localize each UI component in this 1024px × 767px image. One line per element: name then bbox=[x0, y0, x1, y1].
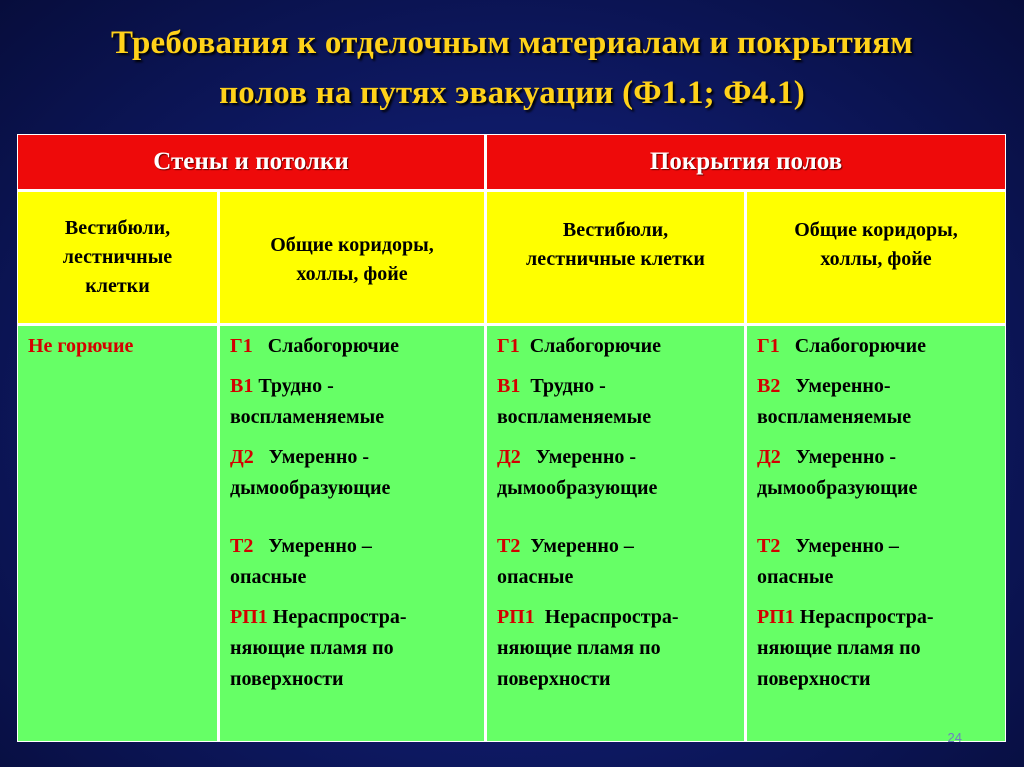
slide-title bbox=[0, 18, 1024, 118]
body-floors-vestibules bbox=[487, 326, 744, 741]
code-t: Т2 bbox=[757, 535, 781, 557]
subheader-line: Общие коридоры, bbox=[794, 219, 958, 241]
code-d: Д2 bbox=[497, 446, 521, 468]
code-g: Г1 bbox=[757, 335, 780, 357]
class-text: Трудно - bbox=[530, 375, 606, 397]
class-text: Слабогорючие bbox=[529, 335, 662, 357]
class-text: Умеренно - bbox=[795, 446, 897, 468]
class-text: поверхности bbox=[497, 668, 611, 690]
class-text: Нераспростра- bbox=[272, 606, 407, 628]
class-text: Нераспростра- bbox=[544, 606, 679, 628]
header-walls: Стены и потолки bbox=[18, 135, 484, 189]
subheader-floors-vestibules bbox=[487, 192, 744, 323]
class-text: Умеренно – bbox=[268, 535, 372, 557]
subheader-walls-vestibules bbox=[18, 192, 217, 323]
subheader-line: холлы, фойе bbox=[820, 248, 932, 270]
class-text: Умеренно – bbox=[530, 535, 634, 557]
subheader-floors-corridors bbox=[747, 192, 1005, 323]
class-text: Умеренно - bbox=[268, 446, 370, 468]
code-d: Д2 bbox=[757, 446, 781, 468]
class-text: дымообразующие bbox=[757, 477, 918, 499]
body-walls-vestibules bbox=[18, 326, 217, 741]
class-text: няющие пламя по bbox=[757, 637, 921, 659]
slide-title-line2: полов на путях эвакуации (Ф1.1; Ф4.1) bbox=[219, 75, 805, 111]
class-text: поверхности bbox=[230, 668, 344, 690]
subheader-line: клетки bbox=[85, 275, 150, 297]
code-v: В2 bbox=[757, 375, 781, 397]
requirements-table bbox=[17, 134, 1006, 742]
class-text: опасные bbox=[757, 566, 834, 588]
code-v: В1 bbox=[497, 375, 521, 397]
code-g: Г1 bbox=[497, 335, 520, 357]
noncombustible-label: Не горючие bbox=[28, 335, 134, 357]
class-text: опасные bbox=[230, 566, 307, 588]
class-text: воспламеняемые bbox=[230, 406, 385, 428]
class-text: воспламеняемые bbox=[757, 406, 912, 428]
class-text: няющие пламя по bbox=[230, 637, 394, 659]
subheader-line: лестничные клетки bbox=[526, 248, 705, 270]
class-text: опасные bbox=[497, 566, 574, 588]
subheader-line: холлы, фойе bbox=[296, 262, 408, 285]
body-walls-corridors bbox=[220, 326, 484, 741]
code-g: Г1 bbox=[230, 335, 253, 357]
class-text: поверхности bbox=[757, 668, 871, 690]
subheader-line: лестничные bbox=[62, 246, 173, 268]
class-text: Умеренно - bbox=[535, 446, 637, 468]
page-number: 24 bbox=[947, 730, 962, 745]
class-text: Слабогорючие bbox=[267, 335, 400, 357]
subheader-line: Вестибюли, bbox=[562, 219, 669, 241]
code-rp: РП1 bbox=[497, 606, 535, 628]
header-floors: Покрытия полов bbox=[487, 135, 1005, 189]
subheader-walls-corridors bbox=[220, 192, 484, 323]
class-text: Умеренно – bbox=[795, 535, 899, 557]
class-text: дымообразующие bbox=[230, 477, 391, 499]
subheader-line: Вестибюли, bbox=[64, 217, 171, 239]
class-text: Нераспростра- bbox=[799, 606, 934, 628]
class-text: воспламеняемые bbox=[497, 406, 652, 428]
class-text: дымообразующие bbox=[497, 477, 658, 499]
code-d: Д2 bbox=[230, 446, 254, 468]
code-t: Т2 bbox=[230, 535, 254, 557]
code-rp: РП1 bbox=[757, 606, 795, 628]
code-t: Т2 bbox=[497, 535, 521, 557]
slide-title-line1: Требования к отделочным материалам и покрытиям bbox=[111, 25, 913, 61]
code-rp: РП1 bbox=[230, 606, 268, 628]
class-text: няющие пламя по bbox=[497, 637, 661, 659]
class-text: Умеренно- bbox=[795, 375, 891, 397]
subheader-line: Общие коридоры, bbox=[270, 233, 434, 256]
class-text: Трудно - bbox=[258, 375, 334, 397]
class-text: Слабогорючие bbox=[794, 335, 927, 357]
body-floors-corridors bbox=[747, 326, 1005, 741]
code-v: В1 bbox=[230, 375, 254, 397]
